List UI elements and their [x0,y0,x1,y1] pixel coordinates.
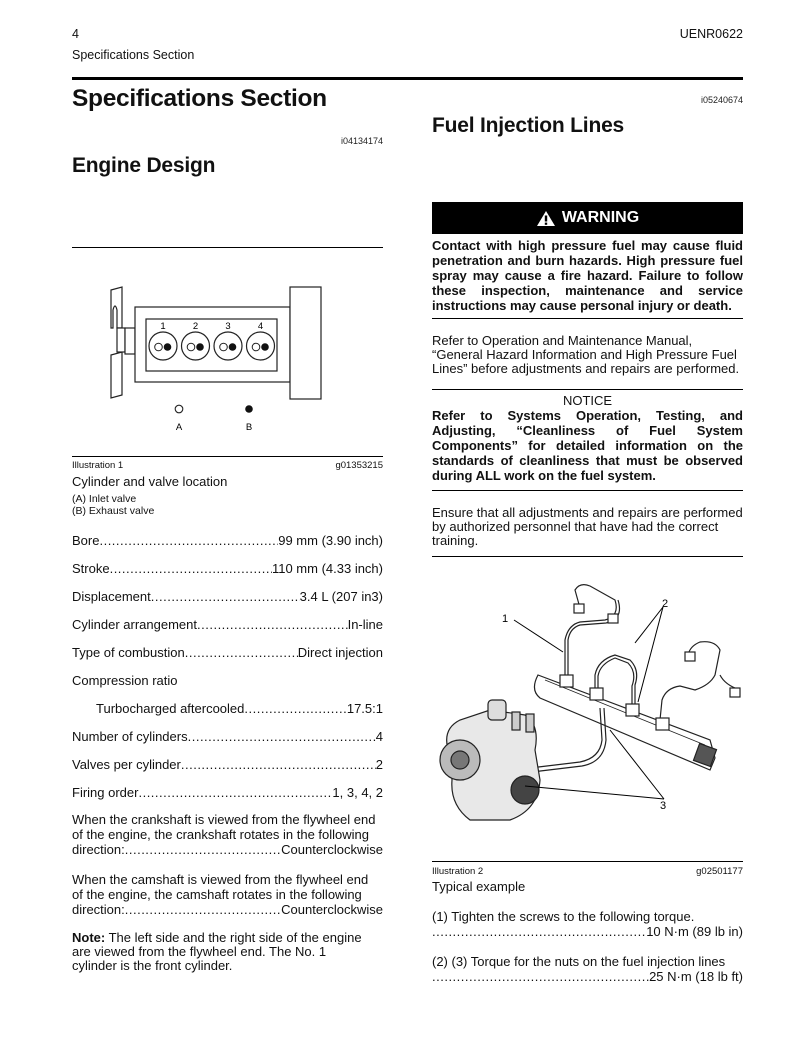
camshaft-text-line: When the camshaft is viewed from the flywheel end [72,872,369,887]
warning-title: WARNING [561,209,640,226]
torque-spec-screws [432,909,743,939]
cylinder-bore [182,332,210,360]
spec-label: Type of combustion [72,645,185,660]
inlet-valve-icon [220,343,228,351]
torque-spec-line-nuts [432,954,743,984]
spec-type-of-combustion [72,645,383,660]
warning-bottom-rule [432,318,743,319]
fuel-injection-lines-heading: Fuel Injection Lines [432,114,625,137]
line-nut [730,688,740,697]
line-nut [574,604,584,613]
spec-label: Valves per cylinder [72,757,181,772]
section-title: Specifications Section [72,85,327,112]
crankshaft-rotation [72,812,383,857]
inlet-valve-icon [187,343,195,351]
line-nut [685,652,695,661]
leader-line-2b [638,607,663,702]
spec-value: 17.5:1 [346,701,383,716]
torque-text: (2) (3) Torque for the nuts on the fuel injection lines [432,954,726,969]
inlet-valve-legend-icon [175,405,183,413]
exhaust-valve-icon [196,343,204,351]
crankshaft-direction-label: direction: [72,842,125,857]
ensure-bottom-rule [432,556,743,557]
spec-label: Displacement [72,589,151,604]
callout-1: 1 [502,613,509,625]
crankshaft-text-line: of the engine, the crankshaft rotates in the following [72,827,370,842]
spec-value: In-line [347,617,383,632]
page-number: 4 [72,27,79,41]
illustration-1-top-rule [72,247,383,248]
document-id: UENR0622 [679,27,743,41]
camshaft-direction-value: Counterclockwise [281,902,383,917]
spec-bore [72,533,383,548]
cylinder-number: 2 [192,321,199,332]
notice-title: NOTICE [562,393,613,408]
rail-nut [626,704,639,716]
engine-note [72,931,372,973]
spec-stroke [72,561,383,576]
compression-ratio-heading: Compression ratio [72,673,178,688]
illustration-1-label: Illustration 1 [72,460,124,471]
cylinder-number: 3 [225,321,231,332]
spec-label: Cylinder arrangement [72,617,198,632]
notice-bottom-rule [432,490,743,491]
spec-value: Direct injection [297,645,383,660]
camshaft-text-line: of the engine, the camshaft rotates in the following [72,887,362,902]
illustration-2-graphic-id: g02501177 [696,866,743,877]
spec-label: Turbocharged aftercooled [96,701,245,716]
illustration-2-caption: Typical example [432,879,526,894]
spec-compression-ratio [96,701,383,716]
fuel-lines-ref-id: i05240674 [700,95,743,105]
warning-banner [432,202,743,234]
spec-value: 110 mm (4.33 inch) [271,561,383,576]
crankshaft-text-line: When the crankshaft is viewed from the flywheel end [72,812,376,827]
high-pressure-pump [440,700,540,820]
cylinder-number: 4 [257,321,264,332]
fuel-rail [534,675,715,770]
exhaust-valve-icon [261,343,269,351]
rail-nut [560,675,573,687]
illustration-1-caption: Cylinder and valve location [72,474,228,489]
cylinder-number: 1 [160,321,166,332]
spec-label: Bore [72,533,100,548]
camshaft-rotation [72,872,383,917]
illustration-2-label: Illustration 2 [432,866,484,877]
line-nut [608,614,618,623]
spec-label: Number of cylinders [72,729,188,744]
spec-label: Firing order [72,785,139,800]
spec-number-of-cylinders [72,729,383,744]
illustration-1-graphic-id: g01353215 [335,460,383,471]
flywheel-housing [290,287,321,399]
spec-displacement [72,589,383,604]
legend-label-a: A [175,422,183,433]
warning-triangle-icon [536,210,556,227]
callout-2: 2 [662,598,669,610]
notice-text: Refer to Systems Operation, Testing, and Adjusting, “Cleanliness of Fuel System Components” for detailed information on the standards of cleanliness that must be observed during ALL work on the fuel system. [432,408,743,483]
illustration-1-bottom-rule [72,456,383,457]
notice-top-rule [432,389,743,390]
illustration-2-rule [432,861,743,862]
leader-line-2a [635,607,663,643]
callout-inlet-valve: (A) Inlet valve [72,493,137,505]
leader-line-1 [514,620,563,652]
callout-exhaust-valve: (B) Exhaust valve [72,505,155,517]
ensure-training-text: Ensure that all adjustments and repairs are performed by authorized personnel that have had the correct training. [432,505,743,548]
spec-value: 1, 3, 4, 2 [332,785,383,800]
exhaust-valve-legend-icon [245,405,253,413]
exhaust-valve-icon [229,343,237,351]
inlet-valve-icon [252,343,260,351]
cylinder-bore [247,332,275,360]
inlet-valve-icon [155,343,163,351]
note-label: Note: [72,930,106,945]
torque-text: (1) Tighten the screws to the following torque. [432,909,695,924]
engine-design-heading: Engine Design [72,154,216,177]
spec-value: 2 [375,757,383,772]
fan-icon [111,287,125,398]
callout-3: 3 [660,800,667,812]
warning-text: Contact with high pressure fuel may cause fluid penetration and burn hazards. High pressure fuel spray may cause a fire hazard. Failure to follow these inspection, maintenance and service instructions may cause personal injury or death. [432,238,743,313]
crankshaft-pulley [125,328,135,354]
spec-firing-order [72,785,383,800]
camshaft-direction-label: direction: [72,902,125,917]
header-rule [72,77,743,80]
torque-value: 10 N·m (89 lb in) [646,924,743,939]
crankshaft-direction-value: Counterclockwise [281,842,383,857]
legend-label-b: B [245,422,253,433]
engine-design-ref-id: i04134174 [340,136,383,146]
spec-value: 99 mm (3.90 inch) [278,533,383,548]
cylinder-bore [214,332,242,360]
spec-value: 4 [375,729,383,744]
fuel-injection-lines-illustration [430,580,750,850]
torque-value: 25 N·m (18 lb ft) [649,969,743,984]
running-header-section: Specifications Section [72,48,195,62]
spec-cylinder-arrangement [72,617,383,632]
refer-omm-text: Refer to Operation and Maintenance Manual, “General Hazard Information and High Pressure Fuel Lines” before adjustments and repairs are performed. [432,333,740,376]
note-text: The left side and the right side of the engine are viewed from the flywheel end. The No. 1 cylinder is the front cylinder. [72,930,362,973]
cylinder-bore [149,332,177,360]
rail-nut [590,688,603,700]
spec-label: Stroke [72,561,110,576]
rail-nut [656,718,669,730]
exhaust-valve-icon [164,343,172,351]
leader-line-3b [525,786,664,799]
cylinder-valve-diagram [95,280,345,440]
spec-valves-per-cylinder [72,757,383,772]
spec-value: 3.4 L (207 in3) [299,589,383,604]
